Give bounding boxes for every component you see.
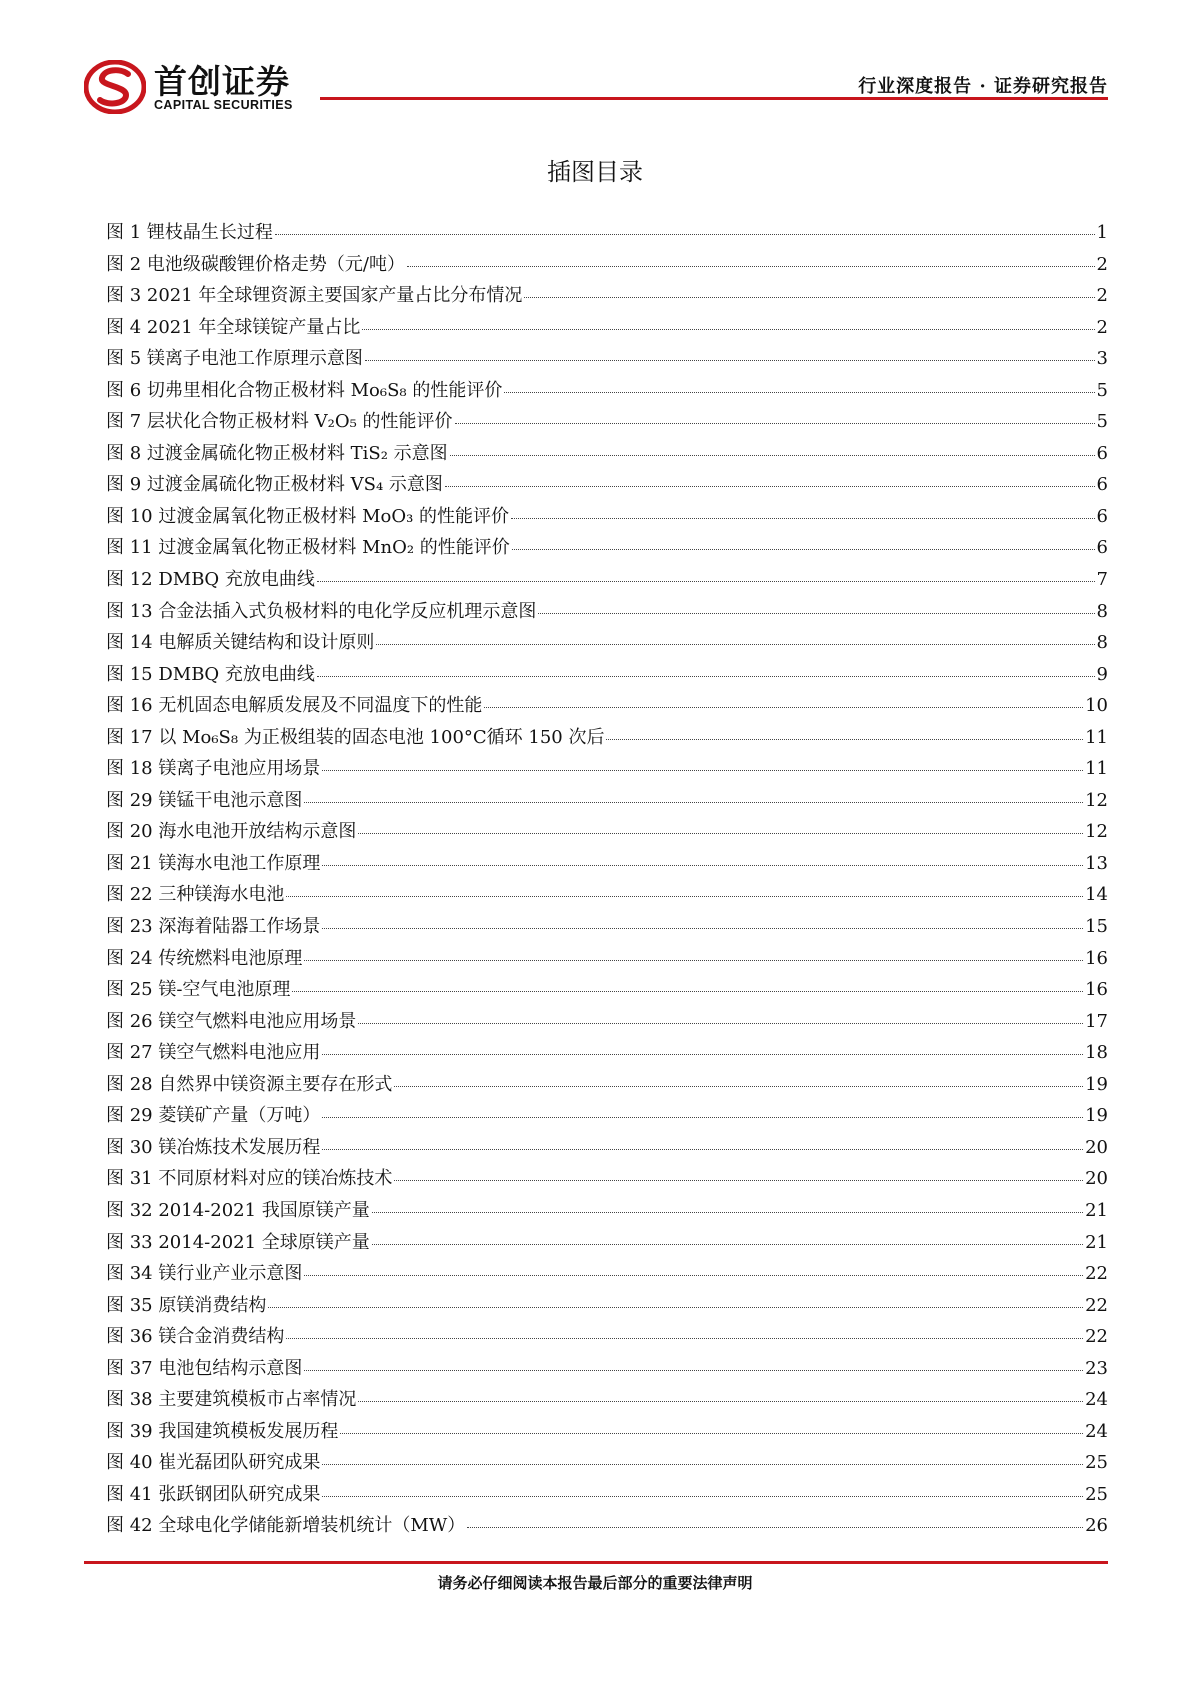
toc-dot-leader: [445, 482, 1095, 487]
toc-entry-page-number[interactable]: 12: [1085, 789, 1108, 811]
toc-dot-leader: [394, 1082, 1083, 1087]
toc-entry-page-number[interactable]: 5: [1096, 379, 1108, 401]
toc-dot-leader: [358, 829, 1083, 834]
toc-entry-label[interactable]: 图 35 原镁消费结构: [106, 1294, 267, 1316]
toc-entry-label[interactable]: 图 30 镁冶炼技术发展历程: [106, 1136, 321, 1158]
toc-entry-page-number[interactable]: 23: [1085, 1357, 1108, 1379]
toc-entry-page-number[interactable]: 25: [1085, 1452, 1108, 1474]
toc-entry-label[interactable]: 图 23 深海着陆器工作场景: [106, 916, 321, 938]
toc-dot-leader: [322, 861, 1083, 866]
toc-dot-leader: [304, 1271, 1083, 1276]
toc-entry[interactable]: [106, 409, 1108, 441]
header-divider: [320, 97, 1108, 100]
toc-entry[interactable]: [106, 1166, 1108, 1198]
toc-entry[interactable]: [106, 1513, 1108, 1545]
toc-entry-page-number[interactable]: 20: [1085, 1168, 1108, 1190]
toc-dot-leader: [372, 1240, 1083, 1245]
toc-entry-label[interactable]: 图 41 张跃钢团队研究成果: [106, 1483, 321, 1505]
toc-entry-page-number[interactable]: 3: [1096, 348, 1108, 370]
toc-entry[interactable]: [106, 1198, 1108, 1230]
figure-table-of-contents: [106, 220, 1108, 1545]
toc-entry-label[interactable]: 图 42 全球电化学储能新增装机统计（MW）: [106, 1515, 466, 1537]
toc-entry[interactable]: [106, 1040, 1108, 1072]
page-header: [0, 0, 1190, 115]
toc-entry-page-number[interactable]: 22: [1085, 1263, 1108, 1285]
toc-entry[interactable]: [106, 1356, 1108, 1388]
toc-entry-page-number[interactable]: 21: [1085, 1199, 1108, 1221]
toc-dot-leader: [365, 356, 1095, 361]
toc-entry-page-number[interactable]: 25: [1085, 1483, 1108, 1505]
toc-entry-label[interactable]: 图 6 切弗里相化合物正极材料 Mo₆S₈ 的性能评价: [106, 379, 503, 401]
toc-dot-leader: [358, 1019, 1083, 1024]
toc-entry-label[interactable]: 图 5 镁离子电池工作原理示意图: [106, 348, 363, 370]
toc-dot-leader: [322, 1145, 1083, 1150]
toc-entry-label[interactable]: 图 27 镁空气燃料电池应用: [106, 1042, 321, 1064]
toc-entry-label[interactable]: 图 14 电解质关键结构和设计原则: [106, 632, 375, 654]
logo-english-name: CAPITAL SECURITIES: [154, 98, 293, 112]
toc-entry-label[interactable]: 图 25 镁-空气电池原理: [106, 979, 291, 1001]
toc-dot-leader: [275, 230, 1095, 235]
toc-entry-label[interactable]: 图 11 过渡金属氧化物正极材料 MnO₂ 的性能评价: [106, 537, 510, 559]
toc-entry-label[interactable]: 图 18 镁离子电池应用场景: [106, 758, 321, 780]
toc-entry[interactable]: [106, 946, 1108, 978]
toc-dot-leader: [322, 1113, 1083, 1118]
toc-entry[interactable]: [106, 1450, 1108, 1482]
toc-entry-page-number[interactable]: 9: [1096, 663, 1108, 685]
toc-entry-page-number[interactable]: 8: [1096, 600, 1108, 622]
toc-entry-label[interactable]: 图 12 DMBQ 充放电曲线: [106, 569, 315, 591]
toc-entry-label[interactable]: 图 24 传统燃料电池原理: [106, 947, 303, 969]
toc-entry[interactable]: [106, 567, 1108, 599]
toc-entry-page-number[interactable]: 10: [1085, 695, 1108, 717]
page-title: 插图目录: [547, 158, 643, 186]
toc-entry-label[interactable]: 图 2 电池级碳酸锂价格走势（元/吨）: [106, 253, 405, 275]
toc-entry-page-number[interactable]: 12: [1085, 821, 1108, 843]
toc-dot-leader: [317, 577, 1095, 582]
toc-entry-page-number[interactable]: 6: [1096, 442, 1108, 464]
toc-dot-leader: [512, 545, 1095, 550]
toc-entry-page-number[interactable]: 24: [1085, 1389, 1108, 1411]
toc-entry-label[interactable]: 图 33 2014-2021 全球原镁产量: [106, 1231, 370, 1253]
toc-entry-label[interactable]: 图 13 合金法插入式负极材料的电化学反应机理示意图: [106, 600, 537, 622]
toc-entry[interactable]: [106, 504, 1108, 536]
toc-entry-label[interactable]: 图 26 镁空气燃料电池应用场景: [106, 1010, 357, 1032]
toc-entry-label[interactable]: 图 3 2021 年全球锂资源主要国家产量占比分布情况: [106, 285, 523, 307]
toc-dot-leader: [304, 1366, 1083, 1371]
toc-entry-label[interactable]: 图 8 过渡金属硫化物正极材料 TiS₂ 示意图: [106, 442, 448, 464]
toc-entry-page-number[interactable]: 17: [1085, 1010, 1108, 1032]
toc-entry[interactable]: [106, 977, 1108, 1009]
toc-entry-label[interactable]: 图 16 无机固态电解质发展及不同温度下的性能: [106, 695, 483, 717]
toc-entry[interactable]: [106, 1387, 1108, 1419]
toc-entry-label[interactable]: 图 28 自然界中镁资源主要存在形式: [106, 1073, 393, 1095]
toc-entry-page-number[interactable]: 22: [1085, 1326, 1108, 1348]
toc-dot-leader: [538, 609, 1094, 614]
toc-dot-leader: [484, 703, 1083, 708]
toc-entry-label[interactable]: 图 22 三种镁海水电池: [106, 884, 285, 906]
toc-entry-page-number[interactable]: 1: [1096, 222, 1108, 243]
toc-dot-leader: [304, 798, 1083, 803]
toc-entry-label[interactable]: 图 29 镁锰干电池示意图: [106, 789, 303, 811]
toc-dot-leader: [268, 1303, 1083, 1308]
toc-entry[interactable]: [106, 1072, 1108, 1104]
toc-entry-page-number[interactable]: 24: [1085, 1420, 1108, 1442]
toc-dot-leader: [322, 1050, 1083, 1055]
toc-entry-label[interactable]: 图 7 层状化合物正极材料 V₂O₅ 的性能评价: [106, 411, 453, 433]
toc-entry-page-number[interactable]: 20: [1085, 1136, 1108, 1158]
toc-entry[interactable]: [106, 851, 1108, 883]
toc-entry-page-number[interactable]: 26: [1085, 1515, 1108, 1537]
toc-entry-page-number[interactable]: 22: [1085, 1294, 1108, 1316]
toc-dot-leader: [292, 987, 1083, 992]
toc-entry-page-number[interactable]: 21: [1085, 1231, 1108, 1253]
toc-entry[interactable]: [106, 1230, 1108, 1262]
toc-entry-page-number[interactable]: 2: [1096, 316, 1108, 338]
toc-entry[interactable]: [106, 472, 1108, 504]
toc-entry-page-number[interactable]: 13: [1085, 852, 1108, 874]
toc-entry[interactable]: [106, 756, 1108, 788]
toc-entry-page-number[interactable]: 15: [1085, 916, 1108, 938]
toc-entry[interactable]: [106, 1482, 1108, 1514]
toc-dot-leader: [450, 451, 1095, 456]
toc-entry-page-number[interactable]: 7: [1096, 569, 1108, 591]
toc-entry[interactable]: [106, 725, 1108, 757]
toc-entry[interactable]: [106, 441, 1108, 473]
toc-entry-label[interactable]: 图 36 镁合金消费结构: [106, 1326, 285, 1348]
toc-dot-leader: [511, 514, 1095, 519]
toc-entry-page-number[interactable]: 6: [1096, 537, 1108, 559]
toc-entry[interactable]: [106, 1419, 1108, 1451]
toc-dot-leader: [394, 1176, 1083, 1181]
toc-dot-leader: [322, 766, 1083, 771]
toc-entry-label[interactable]: 图 15 DMBQ 充放电曲线: [106, 663, 315, 685]
toc-entry[interactable]: [106, 346, 1108, 378]
toc-entry-page-number[interactable]: 2: [1096, 285, 1108, 307]
toc-dot-leader: [407, 262, 1095, 267]
toc-entry-page-number[interactable]: 14: [1085, 884, 1108, 906]
toc-entry-page-number[interactable]: 5: [1096, 411, 1108, 433]
toc-entry[interactable]: [106, 819, 1108, 851]
toc-dot-leader: [286, 892, 1083, 897]
toc-entry-page-number[interactable]: 8: [1096, 632, 1108, 654]
toc-entry-label[interactable]: 图 39 我国建筑模板发展历程: [106, 1420, 339, 1442]
toc-entry-label[interactable]: 图 32 2014-2021 我国原镁产量: [106, 1199, 370, 1221]
footer-divider: [84, 1561, 1108, 1564]
toc-entry-label[interactable]: 图 10 过渡金属氧化物正极材料 MoO₃ 的性能评价: [106, 505, 510, 527]
toc-entry-label[interactable]: 图 9 过渡金属硫化物正极材料 VS₄ 示意图: [106, 474, 443, 496]
toc-entry-label[interactable]: 图 34 镁行业产业示意图: [106, 1263, 303, 1285]
toc-entry-label[interactable]: 图 20 海水电池开放结构示意图: [106, 821, 357, 843]
toc-entry-label[interactable]: 图 17 以 Mo₆S₈ 为正极组装的固态电池 100°C循环 150 次后: [106, 726, 605, 748]
toc-entry-page-number[interactable]: 11: [1085, 726, 1108, 748]
toc-entry-page-number[interactable]: 18: [1085, 1042, 1108, 1064]
toc-entry-page-number[interactable]: 19: [1085, 1073, 1108, 1095]
company-logo[interactable]: [84, 54, 314, 114]
toc-entry[interactable]: [106, 283, 1108, 315]
toc-entry-page-number[interactable]: 6: [1096, 505, 1108, 527]
toc-dot-leader: [376, 640, 1094, 645]
capital-securities-logo-icon: [84, 60, 146, 114]
toc-entry[interactable]: [106, 535, 1108, 567]
toc-dot-leader: [362, 325, 1094, 330]
toc-entry[interactable]: [106, 1293, 1108, 1325]
toc-dot-leader: [372, 1208, 1083, 1213]
toc-dot-leader: [504, 388, 1094, 393]
toc-entry[interactable]: [106, 693, 1108, 725]
toc-entry-label[interactable]: 图 29 菱镁矿产量（万吨）: [106, 1105, 321, 1127]
toc-entry-page-number[interactable]: 16: [1085, 947, 1108, 969]
toc-dot-leader: [317, 672, 1095, 677]
toc-entry-label[interactable]: 图 37 电池包结构示意图: [106, 1357, 303, 1379]
toc-entry[interactable]: [106, 315, 1108, 347]
toc-entry-page-number[interactable]: 2: [1096, 253, 1108, 275]
toc-entry-label[interactable]: 图 38 主要建筑模板市占率情况: [106, 1389, 357, 1411]
toc-entry-page-number[interactable]: 6: [1096, 474, 1108, 496]
toc-entry-page-number[interactable]: 16: [1085, 979, 1108, 1001]
toc-entry[interactable]: [106, 378, 1108, 410]
toc-dot-leader: [467, 1523, 1083, 1528]
toc-entry[interactable]: [106, 1324, 1108, 1356]
toc-dot-leader: [304, 956, 1083, 961]
toc-entry[interactable]: [106, 882, 1108, 914]
toc-entry[interactable]: [106, 1261, 1108, 1293]
toc-entry-label[interactable]: 图 1 锂枝晶生长过程: [106, 222, 273, 243]
toc-entry-label[interactable]: 图 40 崔光磊团队研究成果: [106, 1452, 321, 1474]
toc-entry[interactable]: [106, 1135, 1108, 1167]
toc-dot-leader: [322, 924, 1083, 929]
toc-entry[interactable]: [106, 1103, 1108, 1135]
toc-dot-leader: [340, 1429, 1083, 1434]
toc-entry[interactable]: [106, 252, 1108, 284]
toc-entry-label[interactable]: 图 31 不同原材料对应的镁冶炼技术: [106, 1168, 393, 1190]
report-type-label: 行业深度报告 · 证券研究报告: [858, 76, 1108, 97]
toc-dot-leader: [322, 1460, 1083, 1465]
toc-entry[interactable]: [106, 630, 1108, 662]
toc-entry[interactable]: [106, 788, 1108, 820]
toc-dot-leader: [358, 1397, 1083, 1402]
toc-dot-leader: [524, 293, 1094, 298]
toc-entry-label[interactable]: 图 21 镁海水电池工作原理: [106, 852, 321, 874]
toc-entry[interactable]: [106, 1009, 1108, 1041]
toc-dot-leader: [455, 419, 1095, 424]
toc-entry-page-number[interactable]: 11: [1085, 758, 1108, 780]
toc-entry[interactable]: [106, 220, 1108, 252]
toc-entry[interactable]: [106, 599, 1108, 631]
legal-notice: 请务必仔细阅读本报告最后部分的重要法律声明: [437, 1574, 753, 1592]
toc-dot-leader: [322, 1492, 1083, 1497]
toc-entry-label[interactable]: 图 4 2021 年全球镁锭产量占比: [106, 316, 361, 338]
toc-dot-leader: [286, 1334, 1083, 1339]
toc-dot-leader: [606, 735, 1083, 740]
logo-chinese-name: 首创证券: [154, 62, 290, 101]
toc-entry-page-number[interactable]: 19: [1085, 1105, 1108, 1127]
toc-entry[interactable]: [106, 662, 1108, 694]
toc-entry[interactable]: [106, 914, 1108, 946]
